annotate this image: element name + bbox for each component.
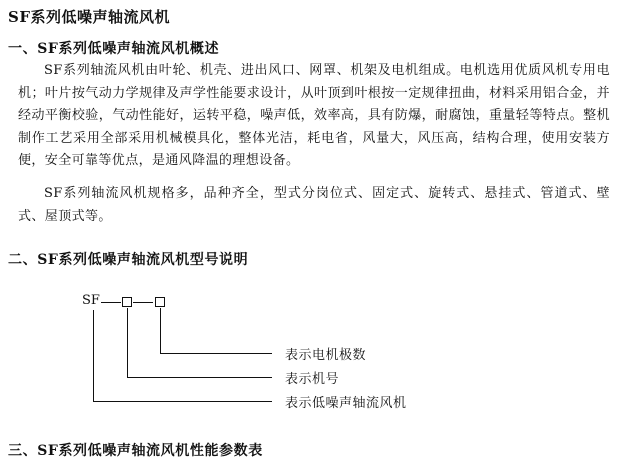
dash-1 [101, 302, 121, 303]
label-pole-count: 表示电机极数 [285, 348, 367, 363]
page-title: SF系列低噪声轴流风机 [8, 8, 170, 26]
label-machine-number: 表示机号 [285, 372, 340, 387]
leader-prefix-horizontal [93, 401, 272, 402]
leader-prefix-vertical [93, 310, 94, 401]
dash-2 [133, 302, 153, 303]
model-prefix: SF [82, 293, 100, 308]
leader-pole-vertical [160, 308, 161, 353]
model-code-diagram [0, 280, 632, 420]
motor-number-box [122, 297, 132, 307]
leader-machine-horizontal [127, 377, 272, 378]
label-prefix-meaning: 表示低噪声轴流风机 [285, 396, 407, 411]
section-heading-model: 二、SF系列低噪声轴流风机型号说明 [8, 252, 249, 268]
section-heading-parameters: 三、SF系列低噪声轴流风机性能参数表 [8, 443, 263, 459]
section-heading-overview: 一、SF系列低噪声轴流风机概述 [8, 41, 220, 57]
leader-pole-horizontal [160, 353, 272, 354]
pole-count-box [155, 297, 165, 307]
leader-machine-vertical [127, 308, 128, 377]
overview-paragraph-1: SF系列轴流风机由叶轮、机壳、进出风口、网罩、机架及电机组成。电机选用优质风机专用电机；叶片按气动力学规律及声学性能要求设计，从叶顶到叶根按一定规律扭曲，材料采用铝合金，并经动平衡校验，气动性能好，运转平稳，噪声低，效率高，具有防爆，耐腐蚀，重量轻等特点。整机制作工艺采用全部采用机械模具化，整体光洁，耗电省，风量大，风压高，结构合理，使用安装方便，安全可靠等优点，是通风降温的理想设备。 [18, 63, 610, 168]
overview-paragraph-2: SF系列轴流风机规格多，品种齐全，型式分岗位式、固定式、旋转式、悬挂式、管道式、壁式、屋顶式等。 [18, 186, 610, 224]
